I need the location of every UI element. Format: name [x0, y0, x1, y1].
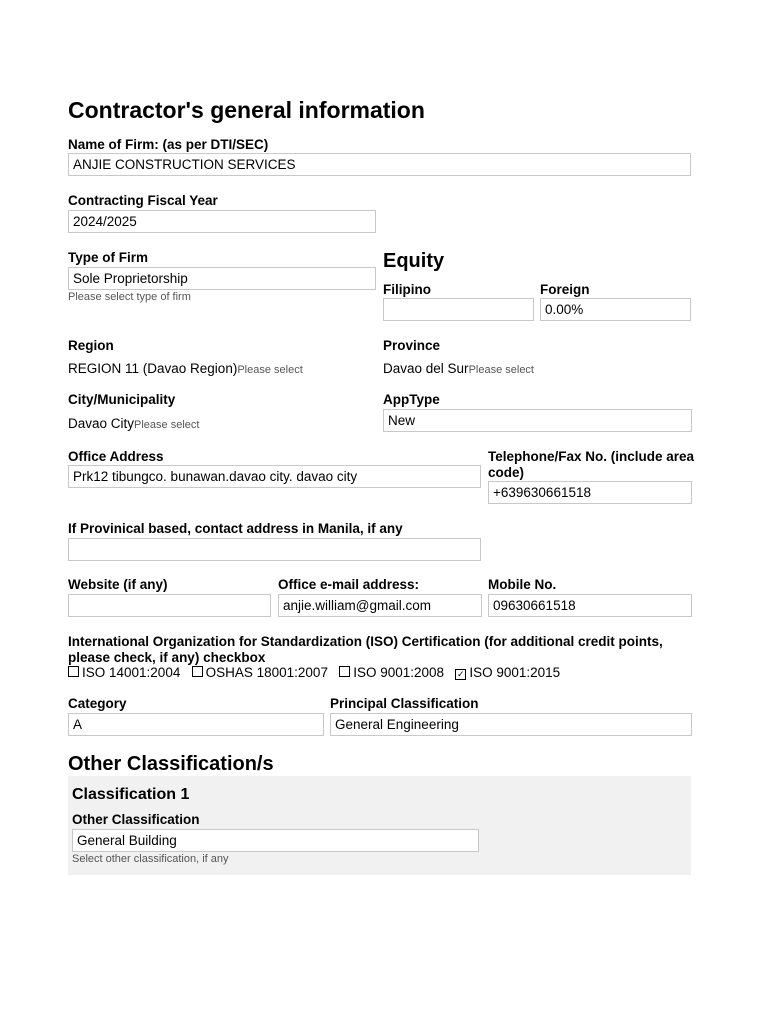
- iso-label: [68, 634, 663, 666]
- website-field[interactable]: [68, 594, 271, 617]
- mobile-label: Mobile No.: [488, 577, 557, 592]
- manila-address-label: If Provinical based, contact address in Manila, if any: [68, 521, 403, 536]
- filipino-label: Filipino: [383, 282, 431, 297]
- other-classification-label: Other Classification: [72, 812, 200, 827]
- iso-option-label: ISO 14001:2004: [82, 665, 181, 680]
- classification-title: Classification 1: [72, 786, 190, 803]
- city-value: Davao City: [68, 416, 135, 431]
- iso-options: [68, 665, 560, 680]
- fiscal-year-field[interactable]: 2024/2025: [68, 210, 376, 233]
- mobile-field[interactable]: 09630661518: [488, 594, 692, 617]
- email-field[interactable]: anjie.william@gmail.com: [278, 594, 482, 617]
- firm-type-select[interactable]: Sole Proprietorship: [68, 267, 376, 290]
- iso-label-line2: please check, if any) checkbox: [68, 650, 266, 665]
- iso-option-label: ISO 9001:2015: [469, 665, 561, 680]
- telephone-label-line1: Telephone/Fax No. (include area: [488, 449, 695, 464]
- checkbox-icon: [68, 666, 79, 677]
- region-select[interactable]: [68, 361, 303, 376]
- checkbox-checked-icon: ✓: [457, 669, 465, 679]
- website-label: Website (if any): [68, 577, 168, 592]
- city-select[interactable]: [68, 416, 199, 431]
- firm-name-field[interactable]: ANJIE CONSTRUCTION SERVICES: [68, 153, 691, 176]
- province-value: Davao del Sur: [383, 361, 469, 376]
- page-title: Contractor's general information: [68, 97, 425, 123]
- iso-option-9001-2008[interactable]: [339, 665, 444, 680]
- checkbox-icon: [192, 666, 203, 677]
- firm-type-hint: Please select type of firm: [68, 291, 191, 303]
- foreign-label: Foreign: [540, 282, 590, 297]
- iso-option-label: OSHAS 18001:2007: [205, 665, 328, 680]
- fiscal-year-label: Contracting Fiscal Year: [68, 193, 218, 208]
- category-field[interactable]: A: [68, 713, 324, 736]
- city-label: City/Municipality: [68, 392, 176, 407]
- office-address-label: Office Address: [68, 449, 164, 464]
- region-value: REGION 11 (Davao Region): [68, 361, 238, 376]
- classification-panel: [68, 776, 691, 875]
- checkbox-icon: [339, 666, 350, 677]
- email-label: Office e-mail address:: [278, 577, 420, 592]
- other-classification-select[interactable]: General Building: [72, 829, 479, 852]
- principal-classification-label: Principal Classification: [330, 696, 479, 711]
- iso-option-label: ISO 9001:2008: [353, 665, 445, 680]
- iso-option-14001[interactable]: [68, 665, 180, 680]
- firm-type-label: Type of Firm: [68, 250, 149, 265]
- office-address-field[interactable]: Prk12 tibungco. bunawan.davao city. davao city: [68, 465, 481, 488]
- telephone-field[interactable]: +639630661518: [488, 481, 692, 504]
- region-hint: Please select: [237, 364, 303, 376]
- other-classification-hint: Select other classification, if any: [72, 853, 229, 865]
- iso-option-9001-2015[interactable]: [455, 665, 560, 680]
- telephone-label: [488, 449, 698, 481]
- equity-heading: Equity: [383, 250, 445, 272]
- apptype-field[interactable]: New: [383, 409, 692, 432]
- firm-name-label: Name of Firm: (as per DTI/SEC): [68, 137, 269, 152]
- province-select[interactable]: [383, 361, 534, 376]
- province-label: Province: [383, 338, 441, 353]
- telephone-label-line2: code): [488, 465, 525, 480]
- province-hint: Please select: [468, 364, 534, 376]
- manila-address-field[interactable]: [68, 538, 481, 561]
- iso-label-line1: International Organization for Standardization (ISO) Certification (for additional credit points,: [68, 634, 663, 649]
- other-classifications-heading: Other Classification/s: [68, 753, 274, 775]
- iso-option-18001[interactable]: [192, 665, 328, 680]
- region-label: Region: [68, 338, 114, 353]
- filipino-equity-field[interactable]: [383, 298, 534, 321]
- category-label: Category: [68, 696, 127, 711]
- principal-classification-field[interactable]: General Engineering: [330, 713, 692, 736]
- apptype-label: AppType: [383, 392, 440, 407]
- foreign-equity-field[interactable]: 0.00%: [540, 298, 691, 321]
- city-hint: Please select: [134, 419, 200, 431]
